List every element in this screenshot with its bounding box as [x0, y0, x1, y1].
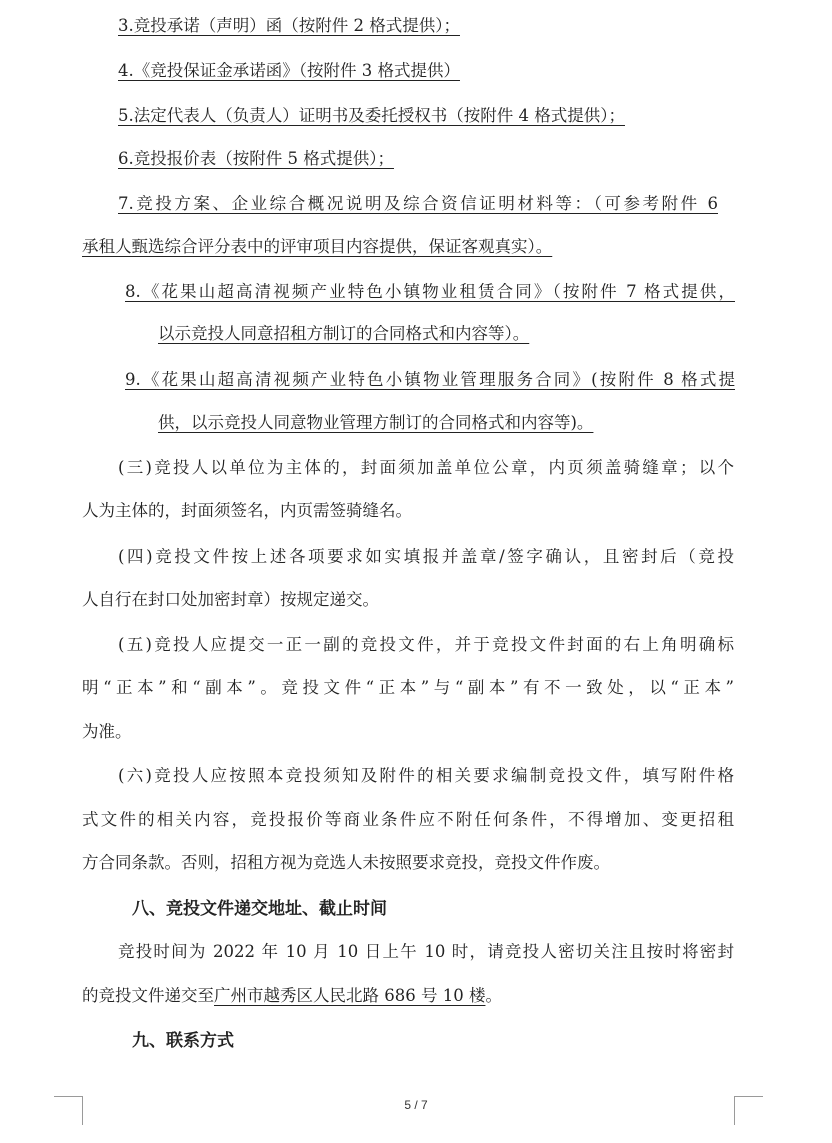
- list-item-8-line-1: 8.《花果山超高清视频产业特色小镇物业租赁合同》（按附件 7 格式提供，: [125, 282, 735, 301]
- delivery-address: 广州市越秀区人民北路 686 号 10 楼: [214, 986, 486, 1005]
- list-item-7-line-1: 7.竞投方案、企业综合概况说明及综合资信证明材料等：（可参考附件 6: [118, 194, 718, 213]
- list-item-5: 5.法定代表人（负责人）证明书及委托授权书（按附件 4 格式提供）；: [118, 106, 625, 125]
- section-8-line-2: [82, 985, 502, 1007]
- paragraph-4-line-1: (四)竞投文件按上述各项要求如实填报并盖章/签字确认，且密封后（竞投: [118, 547, 734, 566]
- paragraph-5-line-1: (五)竞投人应提交一正一副的竞投文件，并于竞投文件封面的右上角明确标: [118, 635, 734, 654]
- list-item-6: 6.竞投报价表（按附件 5 格式提供）；: [118, 149, 394, 168]
- section-8-heading: 八、竞投文件递交地址、截止时间: [132, 899, 387, 919]
- paragraph-6-line-2: 式文件的相关内容，竞投报价等商业条件应不附任何条件，不得增加、变更招租: [82, 810, 734, 829]
- paragraph-6-line-3: 方合同条款。否则，招租方视为竞选人未按照要求竞投，竞投文件作废。: [82, 853, 610, 872]
- list-item-9-line-1: 9.《花果山超高清视频产业特色小镇物业管理服务合同》(按附件 8 格式提: [125, 370, 735, 389]
- list-item-7-line-2: 承租人甄选综合评分表中的评审项目内容提供，保证客观真实）。: [82, 237, 553, 256]
- section-8-prefix: 的竞投文件递交至: [82, 986, 214, 1005]
- paragraph-6-line-1: (六)竞投人应按照本竞投须知及附件的相关要求编制竞投文件，填写附件格: [118, 766, 734, 785]
- list-item-8-line-2: 以示竞投人同意招租方制订的合同格式和内容等）。: [158, 324, 530, 343]
- section-8-line-1: 竞投时间为 2022 年 10 月 10 日上午 10 时，请竞投人密切关注且按时将密封: [118, 942, 734, 961]
- paragraph-5-line-2: 明“正本”和“副本”。竞投文件“正本”与“副本”有不一致处，以“正本”: [82, 678, 734, 697]
- list-item-4: 4.《竞投保证金承诺函》（按附件 3 格式提供）: [118, 61, 460, 80]
- section-9-heading: 九、联系方式: [132, 1031, 234, 1051]
- paragraph-3-line-2: 人为主体的，封面须签名，内页需签骑缝名。: [82, 501, 412, 520]
- paragraph-3-line-1: (三)竞投人以单位为主体的，封面须加盖单位公章，内页须盖骑缝章；以个: [118, 458, 734, 477]
- paragraph-5-line-3: 为准。: [82, 722, 132, 741]
- list-item-3: 3.竞投承诺（声明）函（按附件 2 格式提供）；: [118, 16, 460, 35]
- section-8-suffix: 。: [485, 986, 502, 1005]
- paragraph-4-line-2: 人自行在封口处加密封章）按规定递交。: [82, 590, 379, 609]
- list-item-9-line-2: 供，以示竞投人同意物业管理方制订的合同格式和内容等)。: [158, 413, 594, 432]
- page-number: 5 / 7: [404, 1098, 428, 1112]
